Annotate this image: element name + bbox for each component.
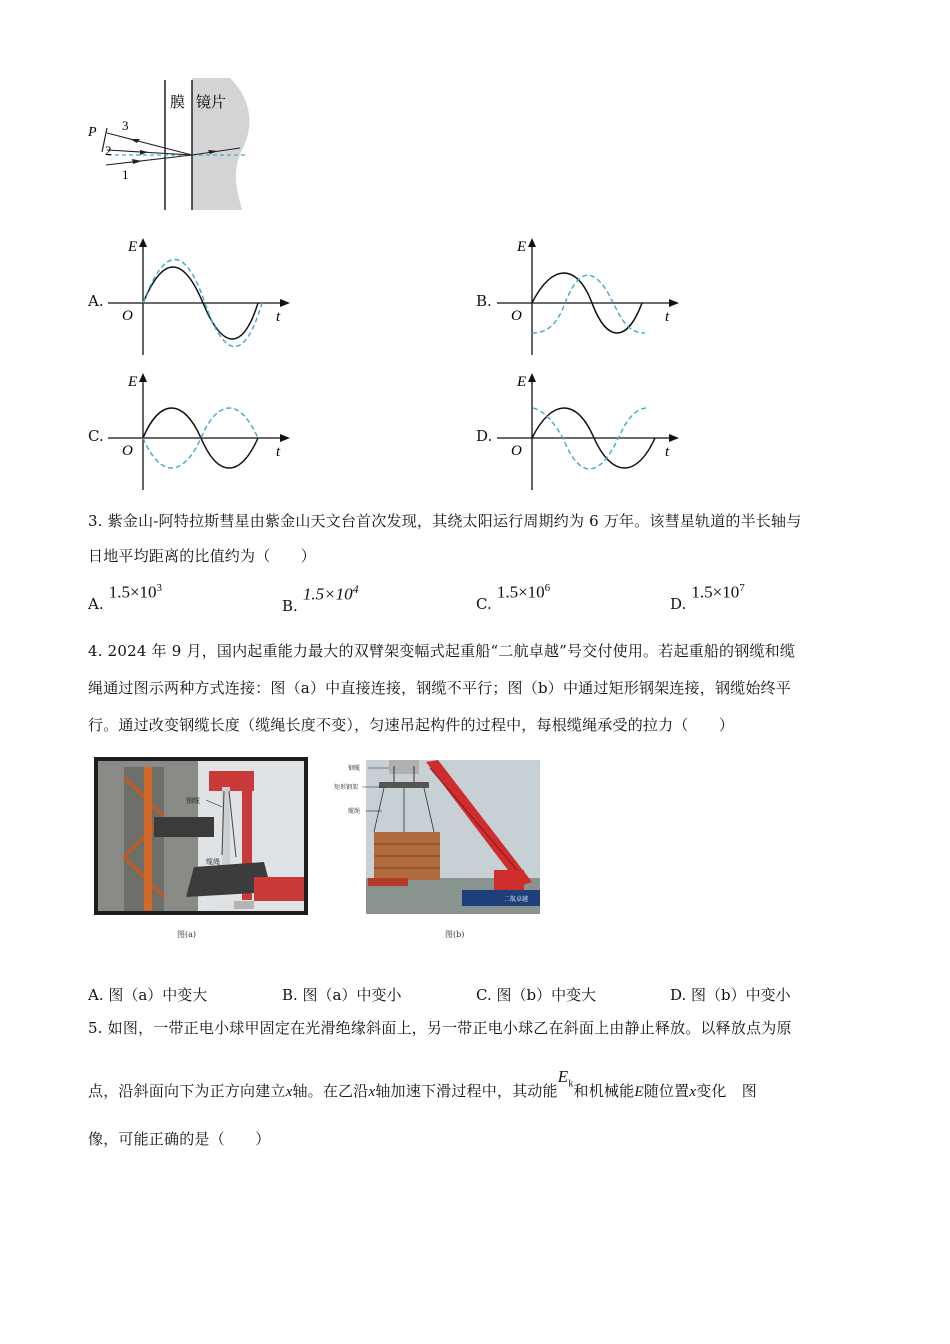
axis-t-b: t (665, 309, 670, 325)
q3-option-a-exp: 3 (156, 582, 163, 594)
q5-ek-sub: k (568, 1078, 574, 1090)
q4-line-1: 4. 2024 年 9 月，国内起重能力最大的双臂架变幅式起重船“二航卓越”号交付使用。若起重船的钢缆和缆 (88, 642, 796, 660)
q3-option-b (282, 582, 359, 616)
q4-option-d: D. 图（b）中变小 (670, 986, 791, 1004)
q3-option-c-exp: 6 (544, 582, 551, 594)
ray-label-1: 1 (122, 167, 129, 182)
photo-b-label-rope: 缆绳 (348, 809, 361, 815)
q5-line-2-part-a: 点，沿斜面向下为正方向建立 (88, 1082, 286, 1100)
ray-3 (107, 133, 192, 155)
graph-option-a (108, 235, 293, 360)
q3-option-a-mantissa: 1.5×10 (108, 582, 157, 602)
ray-label-2: 2 (105, 143, 112, 158)
q5-ek-e: E (557, 1067, 569, 1086)
q5-e-symbol: E (634, 1084, 644, 1100)
q3-option-a (88, 582, 163, 614)
q3-option-d-mantissa: 1.5×10 (691, 582, 740, 602)
axis-t-d: t (665, 444, 670, 460)
q5-line-2-part-f: 变化 图 (696, 1082, 758, 1100)
axis-o-c: O (122, 443, 133, 459)
photo-b-hull-text: 二航卓越 (504, 897, 529, 903)
q3-option-b-mantissa: 1.5×10 (302, 584, 353, 604)
graph-option-letter-d: D. (476, 427, 493, 445)
ray-1 (106, 155, 192, 165)
q4-option-b: B. 图（a）中变小 (282, 986, 402, 1004)
q3-option-a-letter: A. (88, 595, 104, 614)
axis-e-c: E (128, 374, 138, 390)
photo-a-label-rope: 缆绳 (206, 858, 220, 866)
q5-line-2-part-b: 轴。在乙沿 (292, 1082, 369, 1100)
graph-option-b (497, 235, 682, 360)
photo-b-label-cable: 钢缆 (348, 766, 361, 772)
q3-line-1: 3. 紫金山-阿特拉斯彗星由紫金山天文台首次发现，其绕太阳运行周期约为 6 万年。该彗星轨道的半长轴与 (88, 512, 802, 530)
film-lens-diagram (80, 78, 260, 213)
graph-option-letter-a: A. (88, 292, 104, 310)
ray-2 (107, 150, 192, 155)
graph-option-d (497, 370, 682, 495)
q4-line-3: 行。通过改变钢缆长度（缆绳长度不变），匀速吊起构件的过程中，每根缆绳承受的拉力（ ） (88, 716, 735, 734)
axis-o-b: O (511, 308, 522, 324)
q5-line-2-part-d: 和机械能 (573, 1082, 635, 1100)
graph-option-letter-c: C. (88, 427, 104, 445)
axis-e-b: E (517, 239, 527, 255)
dashed-curve-b (532, 275, 645, 333)
q5-line-2-part-e: 随位置 (643, 1082, 690, 1100)
q5-x-symbol-3: x (689, 1084, 697, 1100)
q5-x-symbol-2: x (368, 1084, 376, 1100)
graph-option-letter-b: B. (476, 292, 492, 310)
q3-option-d-exp: 7 (739, 582, 745, 594)
q5-x-symbol-1: x (285, 1084, 293, 1100)
label-film: 膜 (170, 95, 186, 111)
axis-t-a: t (276, 309, 281, 325)
axis-t-c: t (276, 444, 281, 460)
q3-line-2: 日地平均距离的比值约为（ ） (88, 547, 317, 565)
q4-line-2: 绳通过图示两种方式连接：图（a）中直接连接，钢缆不平行；图（b）中通过矩形钢架连接，钢缆始终平 (88, 679, 791, 697)
q5-line-3: 像，可能正确的是（ ） (88, 1130, 271, 1148)
label-p: P (88, 125, 97, 140)
q5-line-1: 5. 如图，一带正电小球甲固定在光滑绝缘斜面上，另一带正电小球乙在斜面上由静止释放。以释放点为原 (88, 1019, 792, 1037)
axis-o-a: O (122, 308, 133, 324)
q5-ek-symbol (557, 1067, 574, 1090)
label-lens: 镜片 (196, 95, 227, 111)
graph-option-c (108, 370, 293, 495)
photo-a (94, 757, 308, 915)
q5-line-2-part-c: 轴加速下滑过程中，其动能 (375, 1082, 558, 1100)
photo-b-label-frame: 矩形钢架 (334, 785, 359, 791)
ray-label-3: 3 (122, 118, 129, 133)
q3-option-c (476, 582, 551, 614)
q3-option-d (670, 582, 745, 614)
photo-b (334, 760, 540, 916)
q3-option-c-letter: C. (476, 595, 492, 614)
axis-e-d: E (517, 374, 527, 390)
q4-option-c: C. 图（b）中变大 (476, 986, 597, 1004)
q3-option-d-letter: D. (670, 595, 687, 614)
photo-a-label-cable: 钢缆 (186, 797, 200, 805)
photo-a-caption: 图(a) (177, 930, 197, 939)
axis-e-a: E (128, 239, 138, 255)
axis-o-d: O (511, 443, 522, 459)
q3-option-b-letter: B. (282, 597, 298, 616)
photo-b-caption: 图(b) (445, 930, 465, 939)
q3-option-b-exp: 4 (352, 582, 359, 596)
q4-option-a: A. 图（a）中变大 (88, 986, 208, 1004)
q5-line-2 (88, 1067, 758, 1115)
q3-option-c-mantissa: 1.5×10 (496, 582, 545, 602)
